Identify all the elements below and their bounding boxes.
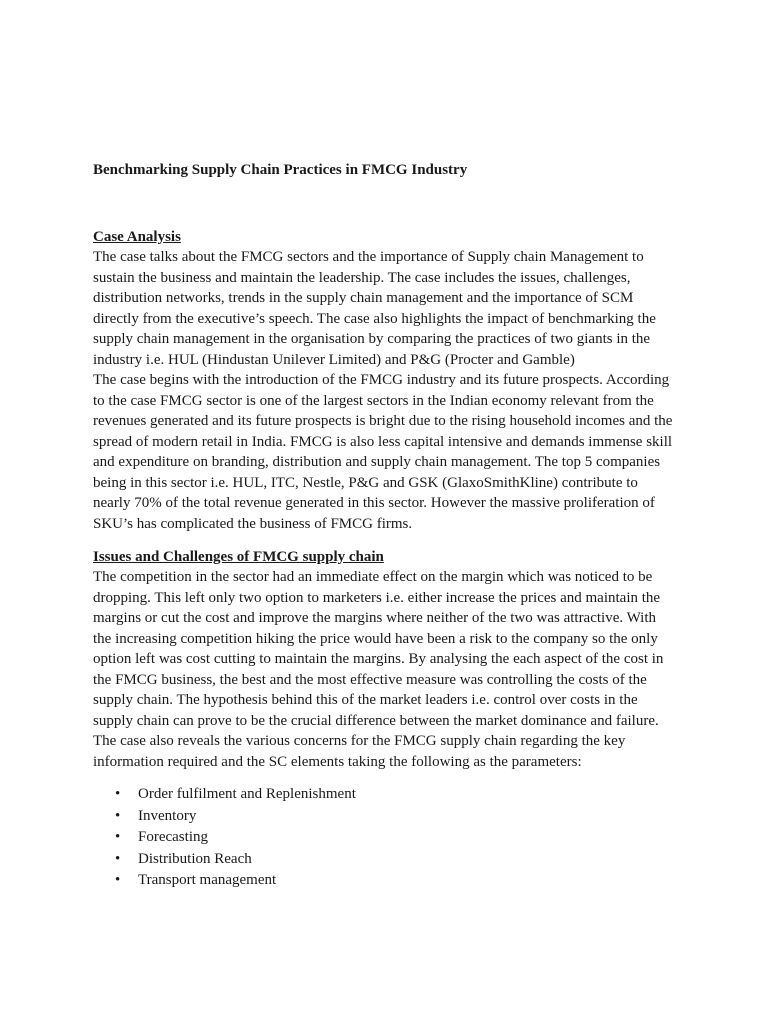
bullet-dot-icon: •	[115, 829, 121, 845]
bullet-dot-icon: •	[115, 872, 121, 888]
paragraph-fmcg-introduction: The case begins with the introduction of the FMCG industry and its future prospects. According to the case FMCG sector is one of the largest sectors in the Indian economy relevant from the revenues generated and its future prospects is bright due to the rising household incomes and the spread of modern retail in India. FMCG is also less capital intensive and demands immense skill and expenditure on branding, distribution and supply chain management. The top 5 companies being in this sector i.e. HUL, ITC, Nestle, P&G and GSK (GlaxoSmithKline) contribute to nearly 70% of the total revenue generated in this sector. However the massive proliferation of SKU’s has complicated the business of FMCG firms.	[93, 372, 673, 532]
document-title: Benchmarking Supply Chain Practices in FMCG Industry	[93, 162, 468, 178]
list-item-text: Inventory	[138, 807, 197, 824]
list-item-text: Order fulfilment and Replenishment	[138, 786, 356, 802]
paragraph-case-overview: The case talks about the FMCG sectors and the importance of Supply chain Management to sustain the business and maintain the leadership. The case includes the issues, challenges, distribution networks, trends in the supply chain management and the importance of SCM directly from the executive’s speech. The case also highlights the impact of benchmarking the supply chain management in the organisation by comparing the practices of two giants in the industry i.e. HUL (Hindustan Unilever Limited) and P&G (Procter and Gamble)	[93, 249, 656, 368]
list-item	[93, 849, 677, 871]
paragraph-competition-margins: The competition in the sector had an immediate effect on the margin which was noticed to be dropping. This left only two option to marketers i.e. either increase the prices and maintain the margins or cut the cost and improve the margins where neither of the two was attractive. With the increasing competition hiking the price would have been a risk to the company so the only option left was cost cutting to maintain the margins. By analysing the each aspect of the cost in the FMCG business, the best and the most effective measure was controlling the costs of the supply chain. The hypothesis behind this of the market leaders i.e. control over costs in the supply chain can prove to be the crucial difference between the market dominance and failure. The case also reveals the various concerns for the FMCG supply chain regarding the key information required and the SC elements taking the following as the parameters:	[93, 569, 664, 770]
bullet-dot-icon: •	[115, 786, 121, 802]
document-body	[93, 160, 677, 892]
bullet-dot-icon: •	[115, 807, 121, 824]
list-item	[93, 784, 677, 806]
parameters-bullet-list	[93, 784, 677, 892]
list-item-text: Distribution Reach	[138, 850, 252, 867]
list-item	[93, 870, 677, 892]
section-heading-case-analysis: Case Analysis	[93, 229, 181, 245]
list-item	[93, 806, 677, 828]
list-item-text: Transport management	[138, 872, 277, 888]
list-item-text: Forecasting	[138, 829, 208, 845]
section-heading-issues-challenges: Issues and Challenges of FMCG supply chain	[93, 549, 384, 565]
bullet-dot-icon: •	[115, 850, 121, 867]
list-item	[93, 827, 677, 849]
